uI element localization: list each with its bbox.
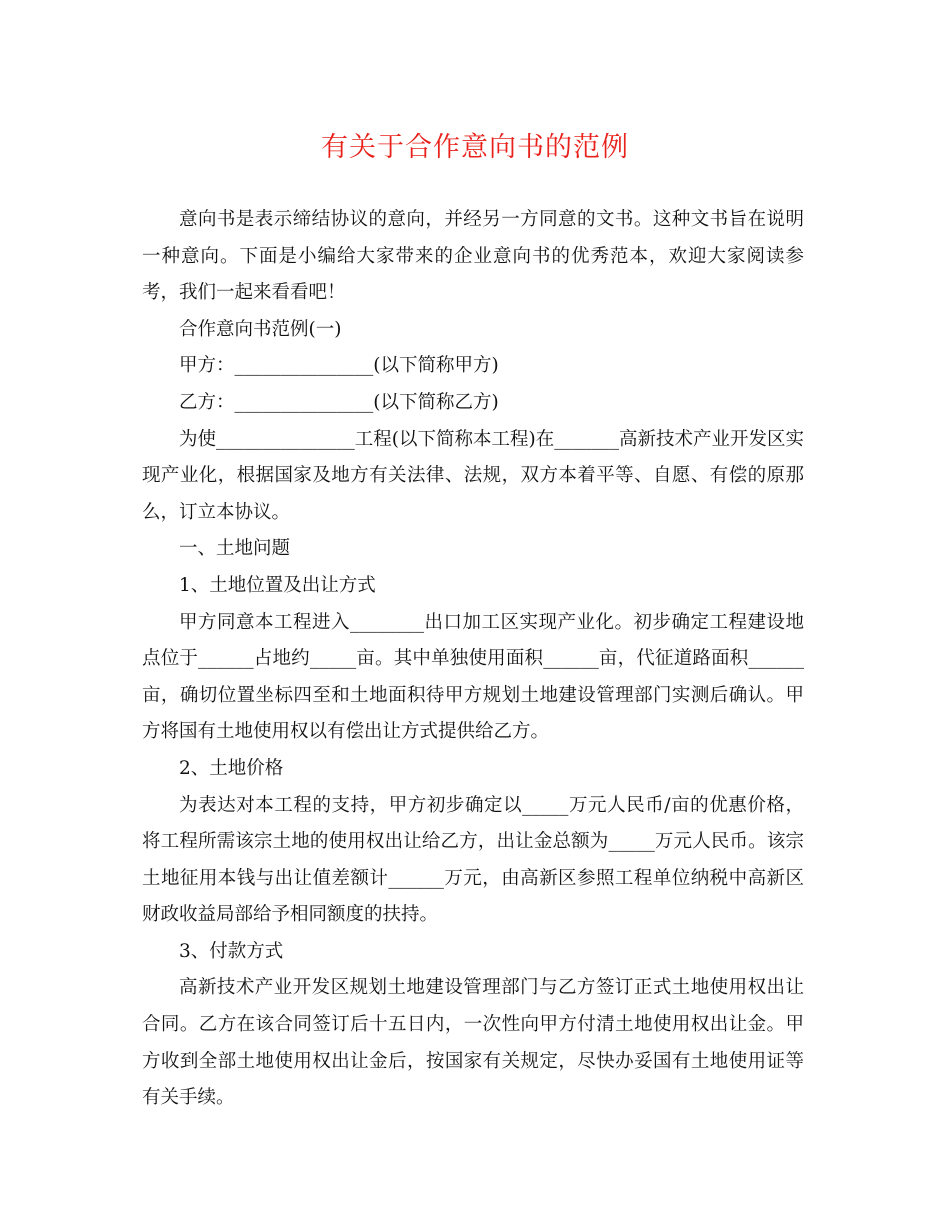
price-paragraph: 为表达对本工程的支持，甲方初步确定以_____万元人民币/亩的优惠价格，将工程所需该宗土地的使用权出让给乙方，出让金总额为_____万元人民币。该宗土地征用本钱与出让值差额计______万元，由高新区参照工程单位纳税中高新区财政收益局部给予相同额度的扶持。 [142,794,804,926]
payment-paragraph: 高新技术产业开发区规划土地建设管理部门与乙方签订正式土地使用权出让合同。乙方在该合同签订后十五日内，一次性向甲方付清土地使用权出让金。甲方收到全部土地使用权出让金后，按国家有关规定，尽快办妥国有土地使用证等有关手续。 [142,977,804,1109]
party-a-line: 甲方：_______________(以下简称甲方) [179,355,499,377]
section-heading-land: 一、土地问题 [179,538,291,560]
intro-paragraph: 意向书是表示缔结协议的意向，并经另一方同意的文书。这种文书旨在说明一种意向。下面是小编给大家带来的企业意向书的优秀范本，欢迎大家阅读参考，我们一起来看看吧！ [142,209,804,304]
document-body [142,202,804,1117]
subsection-heading-price: 2、土地价格 [179,757,284,779]
subsection-heading-location: 1、土地位置及出让方式 [179,574,376,596]
location-paragraph: 甲方同意本工程进入________出口加工区实现产业化。初步确定工程建设地点位于______占地约_____亩。其中单独使用面积______亩，代征道路面积______亩，确切位置坐标四至和土地面积待甲方规划土地建设管理部门实测后确认。甲方将国有土地使用权以有偿出让方式提供给乙方。 [142,611,804,743]
subsection-heading-payment: 3、付款方式 [179,940,284,962]
document-title: 有关于合作意向书的范例 [321,132,629,163]
purpose-paragraph: 为使_______________工程(以下简称本工程)在_______高新技术产业开发区实现产业化，根据国家及地方有关法律、法规，双方本着平等、自愿、有偿的原那么，订立本协议。 [142,428,804,523]
party-b-line: 乙方：_______________(以下简称乙方) [179,391,499,413]
sample-heading: 合作意向书范例(一) [179,318,342,340]
